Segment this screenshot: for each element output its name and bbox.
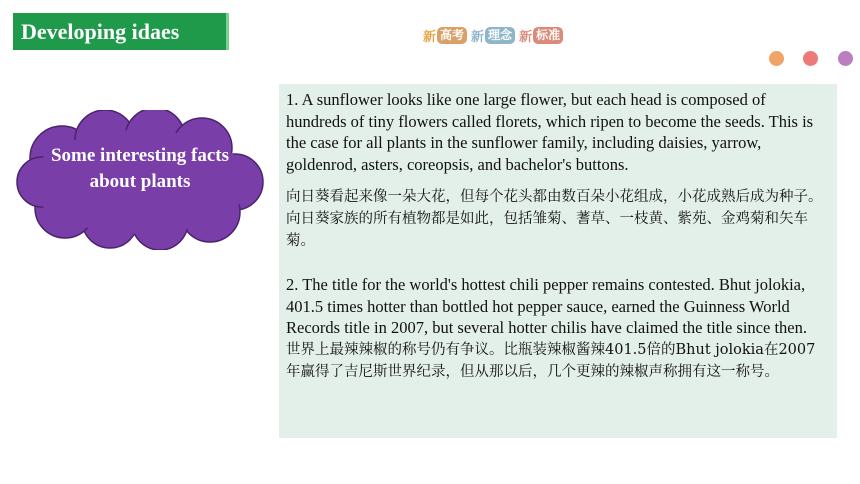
- slogan-lead-1: 新: [423, 30, 437, 45]
- section-title-bar: [13, 13, 229, 50]
- facts-text-box: [279, 84, 837, 438]
- decor-dot-red: [803, 51, 818, 66]
- fact-2-english: 2. The title for the world's hottest chili pepper remains contested. Bhut jolokia, 401.5 times hotter than bottled hot pepper sauce, earned the Guinness World Records title in 2007, but several hotter chilis have claimed the title since then.: [286, 275, 807, 337]
- decor-dot-orange: [769, 51, 784, 66]
- fact-1-english: 1. A sunflower looks like one large flower, but each head is composed of hundreds of tiny flowers called florets, which ripen to become the seeds. This is the case for all plants in the sunflower family, including daisies, yarrow, goldenrod, asters, coreopsis, and bachelor's buttons.: [286, 90, 814, 174]
- fact-1-chinese: 向日葵看起来像一朵大花，但每个花头都由数百朵小花组成，小花成熟后成为种子。向日葵家族的所有植物都是如此，包括雏菊、蓍草、一枝黄、紫苑、金鸡菊和矢车菊。: [286, 189, 823, 249]
- slogan-pill-1: 高考: [437, 27, 467, 44]
- fact-2-chinese: 世界上最辣辣椒的称号仍有争议。比瓶装辣椒酱辣401.5倍的Bhut jolokia在2007年赢得了吉尼斯世界纪录，但从那以后，几个更辣的辣椒声称拥有这一称号。: [286, 341, 816, 380]
- slogan-lead-3: 新: [519, 30, 533, 45]
- decor-dot-purple: [838, 51, 853, 66]
- slogan-pill-2: 理念: [485, 27, 515, 44]
- slogan-logo: [423, 26, 567, 45]
- topic-cloud: [10, 110, 272, 250]
- section-title: Developing idaes: [21, 18, 180, 44]
- slogan-lead-2: 新: [471, 30, 485, 45]
- cloud-label: Some interesting facts about plants: [50, 145, 229, 192]
- slogan-pill-3: 标准: [533, 27, 563, 44]
